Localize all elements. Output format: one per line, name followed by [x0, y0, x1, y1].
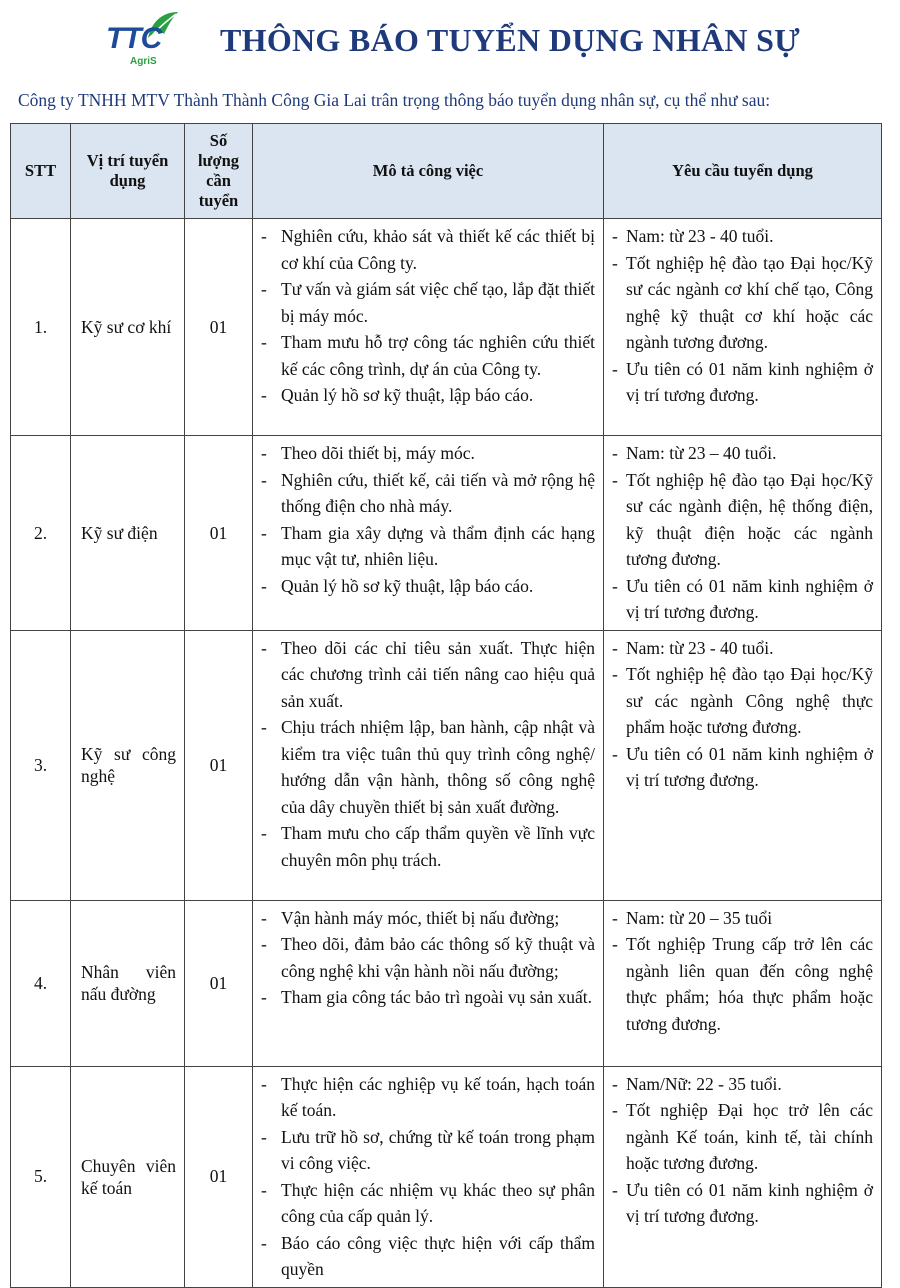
row-quantity: 01 — [185, 436, 253, 631]
row-requirements — [604, 630, 882, 900]
requirement-item: - Ưu tiên có 01 năm kinh nghiệm ở vị trí tương đương. — [612, 573, 873, 626]
requirement-item: - Nam: từ 20 – 35 tuổi — [612, 905, 873, 932]
description-item: - Theo dõi thiết bị, máy móc. — [261, 440, 595, 467]
row-quantity: 01 — [185, 900, 253, 1066]
row-stt: 3. — [11, 630, 71, 900]
requirement-item: - Ưu tiên có 01 năm kinh nghiệm ở vị trí tương đương. — [612, 741, 873, 794]
requirement-item: - Tốt nghiệp hệ đào tạo Đại học/Kỹ sư các ngành Công nghệ thực phẩm hoặc tương đương. — [612, 661, 873, 741]
description-item: - Thực hiện các nhiệm vụ khác theo sự phân công của cấp quản lý. — [261, 1177, 595, 1230]
description-item: - Tham mưu hỗ trợ công tác nghiên cứu thiết kế các công trình, dự án của Công ty. — [261, 329, 595, 382]
page-header — [0, 0, 900, 80]
recruitment-table — [10, 123, 882, 1288]
row-position: Chuyên viên kế toán — [71, 1066, 185, 1287]
row-requirements — [604, 1066, 882, 1287]
description-item: - Lưu trữ hồ sơ, chứng từ kế toán trong phạm vi công việc. — [261, 1124, 595, 1177]
header-position: Vị trí tuyển dụng — [71, 124, 185, 219]
row-description — [253, 900, 604, 1066]
requirement-item: - Nam: từ 23 – 40 tuổi. — [612, 440, 873, 467]
table-header-row — [11, 124, 882, 219]
row-stt: 4. — [11, 900, 71, 1066]
description-item: - Tham mưu cho cấp thẩm quyền về lĩnh vực chuyên môn phụ trách. — [261, 820, 595, 873]
table-row — [11, 900, 882, 1066]
description-item: - Vận hành máy móc, thiết bị nấu đường; — [261, 905, 595, 932]
row-stt: 2. — [11, 436, 71, 631]
table-row — [11, 436, 882, 631]
description-item: - Nghiên cứu, thiết kế, cải tiến và mở rộng hệ thống điện cho nhà máy. — [261, 467, 595, 520]
description-item: - Quản lý hồ sơ kỹ thuật, lập báo cáo. — [261, 382, 595, 409]
company-logo — [104, 8, 184, 74]
row-description — [253, 1066, 604, 1287]
requirement-item: - Tốt nghiệp hệ đào tạo Đại học/Kỹ sư các ngành điện, hệ thống điện, kỹ thuật điện hoặc các ngành tương đương. — [612, 467, 873, 573]
row-position: Kỹ sư điện — [71, 436, 185, 631]
requirement-item: - Tốt nghiệp hệ đào tạo Đại học/Kỹ sư các ngành cơ khí chế tạo, Công nghệ kỹ thuật cơ khí hoặc các ngành tương đương. — [612, 250, 873, 356]
description-item: - Báo cáo công việc thực hiện với cấp thẩm quyền — [261, 1230, 595, 1283]
description-item: - Quản lý hồ sơ kỹ thuật, lập báo cáo. — [261, 573, 595, 600]
row-stt: 5. — [11, 1066, 71, 1287]
page-title: THÔNG BÁO TUYỂN DỤNG NHÂN SỰ — [220, 22, 801, 58]
requirement-item: - Nam: từ 23 - 40 tuổi. — [612, 635, 873, 662]
row-position: Kỹ sư cơ khí — [71, 219, 185, 436]
description-item: - Nghiên cứu, khảo sát và thiết kế các thiết bị cơ khí của Công ty. — [261, 223, 595, 276]
row-requirements — [604, 219, 882, 436]
logo-text: TTC — [106, 22, 162, 55]
table-body — [11, 219, 882, 1288]
row-description — [253, 436, 604, 631]
row-quantity: 01 — [185, 219, 253, 436]
requirement-item: - Nam/Nữ: 22 - 35 tuổi. — [612, 1071, 873, 1098]
table-row — [11, 219, 882, 436]
description-item: - Tư vấn và giám sát việc chế tạo, lắp đặt thiết bị máy móc. — [261, 276, 595, 329]
row-quantity: 01 — [185, 1066, 253, 1287]
logo-subtext: AgriS — [130, 56, 157, 67]
row-requirements — [604, 436, 882, 631]
requirement-item: - Ưu tiên có 01 năm kinh nghiệm ở vị trí tương đương. — [612, 1177, 873, 1230]
description-item: - Theo dõi các chỉ tiêu sản xuất. Thực hiện các chương trình cải tiến nâng cao hiệu quả sản xuất. — [261, 635, 595, 715]
header-description: Mô tả công việc — [253, 124, 604, 219]
row-quantity: 01 — [185, 630, 253, 900]
requirement-item: - Tốt nghiệp Trung cấp trở lên các ngành liên quan đến công nghệ thực phẩm; hóa thực phẩm hoặc tương đương. — [612, 931, 873, 1037]
row-position: Nhân viên nấu đường — [71, 900, 185, 1066]
description-item: - Tham gia xây dựng và thẩm định các hạng mục vật tư, nhiên liệu. — [261, 520, 595, 573]
requirement-item: - Nam: từ 23 - 40 tuổi. — [612, 223, 873, 250]
requirement-item: - Tốt nghiệp Đại học trở lên các ngành Kế toán, kinh tế, tài chính hoặc tương đương. — [612, 1097, 873, 1177]
row-position: Kỹ sư công nghệ — [71, 630, 185, 900]
table-row — [11, 1066, 882, 1287]
header-requirements: Yêu cầu tuyển dụng — [604, 124, 882, 219]
header-stt: STT — [11, 124, 71, 219]
description-item: - Thực hiện các nghiệp vụ kế toán, hạch toán kế toán. — [261, 1071, 595, 1124]
row-description — [253, 630, 604, 900]
description-item: - Chịu trách nhiệm lập, ban hành, cập nhật và kiểm tra việc tuân thủ quy trình công nghệ/ hướng dẫn vận hành, thông số công nghệ của dây chuyền thiết bị sản xuất đường. — [261, 714, 595, 820]
header-quantity: Số lượng cần tuyển — [185, 124, 253, 219]
row-stt: 1. — [11, 219, 71, 436]
requirement-item: - Ưu tiên có 01 năm kinh nghiệm ở vị trí tương đương. — [612, 356, 873, 409]
description-item: - Tham gia công tác bảo trì ngoài vụ sản xuất. — [261, 984, 595, 1011]
row-requirements — [604, 900, 882, 1066]
table-row — [11, 630, 882, 900]
intro-text: Công ty TNHH MTV Thành Thành Công Gia Lai trân trọng thông báo tuyển dụng nhân sự, cụ thể như sau: — [18, 90, 771, 110]
description-item: - Theo dõi, đảm bảo các thông số kỹ thuật và công nghệ khi vận hành nồi nấu đường; — [261, 931, 595, 984]
row-description — [253, 219, 604, 436]
